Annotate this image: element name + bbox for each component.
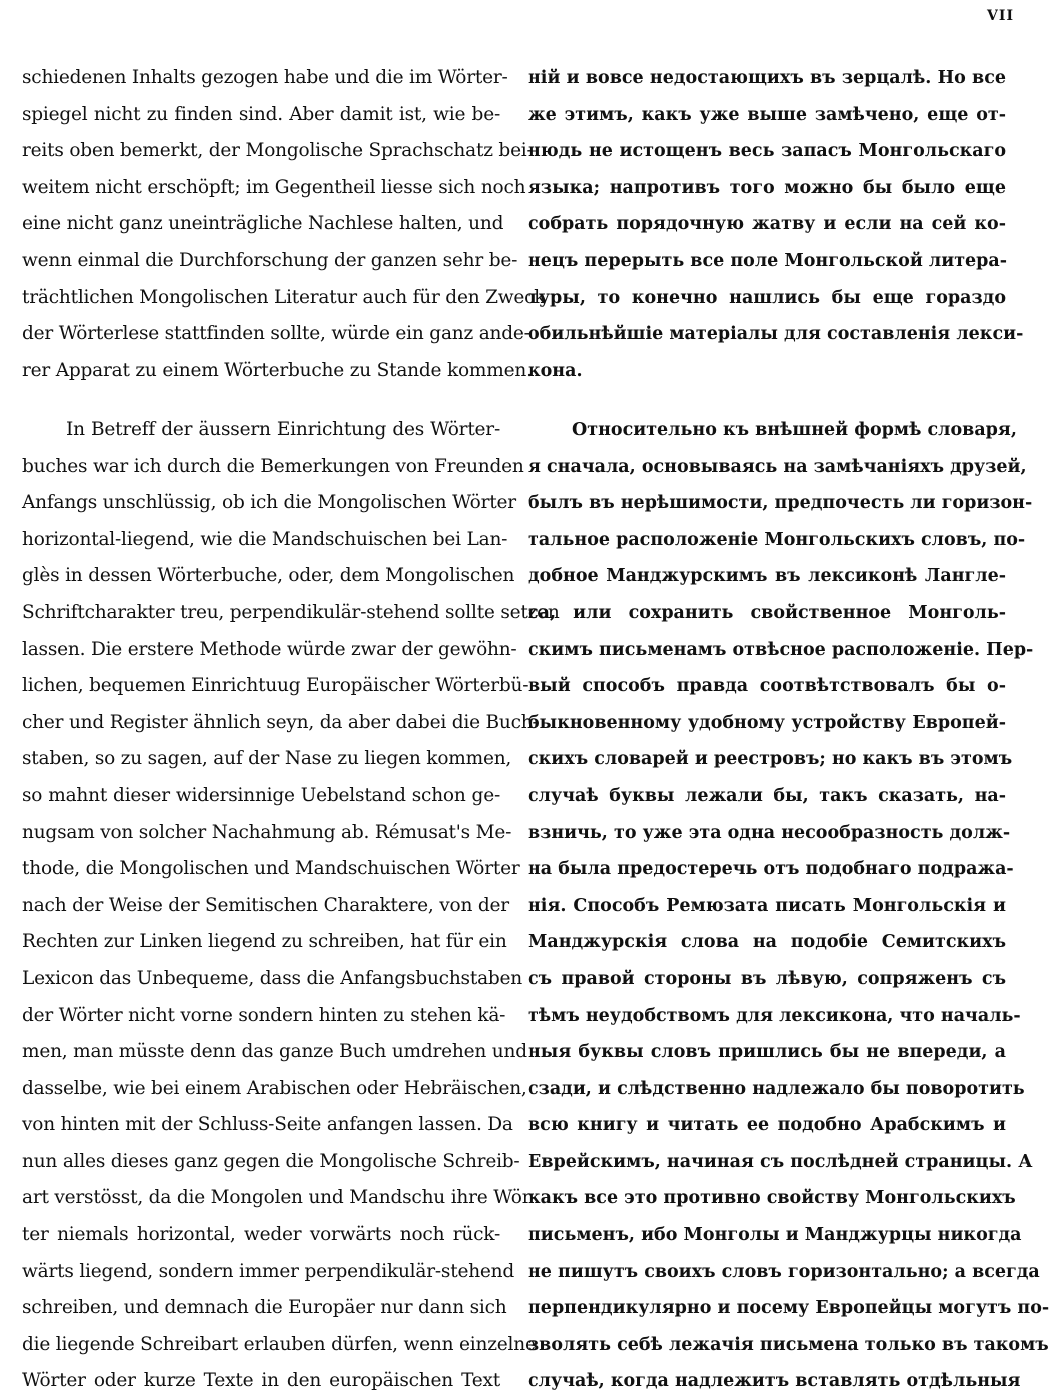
text-line: собрать порядочную жатву и если на сей ко- [528, 214, 1006, 235]
text-line: быкновенному удобному устройству Европей- [528, 712, 1006, 733]
text-line: письменъ, ибо Монголы и Манджурцы никогда [528, 1225, 1022, 1246]
text-line: скихъ словарей и реестровъ; но какъ въ этомъ [528, 749, 1013, 770]
text-line: обильнѣйшіе матеріалы для составленія лекси- [528, 324, 1024, 345]
text-line: art verstösst, da die Mongolen und Mandschu ihre Wör- [22, 1187, 537, 1209]
text-line: Относительно къ внѣшней формѣ словаря, [572, 420, 1017, 440]
text-line: trächtlichen Mongolischen Literatur auch für den Zweck [22, 286, 546, 308]
text-line: cher und Register ähnlich seyn, da aber dabei die Buch- [22, 711, 539, 733]
text-line: so mahnt dieser widersinnige Uebelstand schon ge- [22, 784, 500, 806]
text-line: кона. [528, 360, 583, 381]
text-line: зволять себѣ лежачія письмена только въ такомъ [528, 1334, 1049, 1355]
text-line: lassen. Die erstere Methode würde zwar der gewöhn- [22, 638, 517, 660]
text-line: Rechten zur Linken liegend zu schreiben, hat für ein [22, 931, 507, 953]
russian-paragraph-1 [528, 60, 1024, 389]
text-line: тѣмъ неудобствомъ для лексикона, что началь- [528, 1005, 1021, 1026]
page-number: VII [987, 8, 1014, 24]
text-line: тальное расположеніе Монгольскихъ словъ, по- [528, 529, 1026, 550]
text-line: языка; напротивъ того можно бы было еще [528, 177, 1006, 198]
text-line: взничь, то уже эта одна несообразность долж- [528, 822, 1011, 843]
german-paragraph-2 [22, 412, 560, 1400]
text-line: Schriftcharakter treu, perpendikulär-stehend sollte setzen [22, 601, 560, 623]
text-line: schreiben, und demnach die Europäer nur dann sich [22, 1297, 507, 1319]
text-line: всю книгу и читать ее подобно Арабскимъ и [528, 1115, 1006, 1136]
text-line: nun alles dieses ganz gegen die Mongolische Schreib- [22, 1150, 520, 1172]
text-line: былъ въ нерѣшимости, предпочесть ли горизон- [528, 493, 1033, 514]
text-line: reits oben bemerkt, der Mongolische Sprachschatz bei- [22, 140, 533, 162]
russian-paragraph-2 [528, 412, 1049, 1400]
text-line: horizontal-liegend, wie die Mandschuischen bei Lan- [22, 528, 508, 550]
text-line: не пишутъ своихъ словъ горизонтально; а всегда [528, 1261, 1040, 1282]
text-line: нецъ перерыть все поле Монгольской литера- [528, 250, 1008, 271]
text-line: men, man müsste denn das ganze Buch umdrehen und [22, 1041, 527, 1063]
text-line: Anfangs unschlüssig, ob ich die Mongolischen Wörter [22, 492, 516, 514]
text-line: скимъ письменамъ отвѣсное расположеніе. Пер- [528, 639, 1034, 660]
text-line: ныя буквы словъ пришлись бы не впереди, а [528, 1042, 1006, 1063]
text-line: glès in dessen Wörterbuche, oder, dem Mongolischen [22, 565, 515, 587]
text-line: нія. Способъ Ремюзата писать Монгольскія и [528, 895, 1006, 916]
text-line: der Wörterlese stattfinden sollte, würde ein ganz ande- [22, 323, 530, 345]
text-line: nugsam von solcher Nachahmung ab. Rémusat's Me- [22, 821, 512, 843]
text-line: die liegende Schreibart erlauben dürfen, wenn einzelne [22, 1333, 536, 1355]
text-line: spiegel nicht zu finden sind. Aber damit ist, wie be- [22, 103, 500, 125]
text-line: von hinten mit der Schluss-Seite anfangen lassen. Da [22, 1114, 513, 1136]
text-line: lichen, bequemen Einrichtuug Europäischer Wörterbü- [22, 675, 529, 697]
text-line: schiedenen Inhalts gezogen habe und die im Wörter- [22, 67, 508, 88]
text-line: staben, so zu sagen, auf der Nase zu liegen kommen, [22, 748, 512, 770]
text-line: какъ все это противно свойству Монгольскихъ [528, 1188, 1016, 1209]
text-line: thode, die Mongolischen und Mandschuischen Wörter [22, 858, 520, 880]
text-line: сзади, и слѣдственно надлежало бы поворотить [528, 1078, 1025, 1099]
text-line: Еврейскимъ, начиная съ послѣдней страницы. А [528, 1151, 1033, 1172]
text-line: rer Apparat zu einem Wörterbuche zu Stande kommen. [22, 359, 532, 381]
text-line: In Betreff der äussern Einrichtung des Wörter- [66, 419, 500, 440]
text-line: dasselbe, wie bei einem Arabischen oder Hebräischen, [22, 1077, 527, 1099]
text-line: случаѣ, когда надлежитъ вставлять отдѣльныя [528, 1371, 1021, 1392]
text-line: wenn einmal die Durchforschung der ganzen sehr be- [22, 249, 518, 271]
text-line: я сначала, основываясь на замѣчаніяхъ друзей, [528, 456, 1027, 477]
text-line: вый способъ правда соотвѣтствовалъ бы о- [528, 676, 1006, 697]
text-line: нюдь не истощенъ весь запасъ Монгольскаго [528, 141, 1006, 162]
text-line: nach der Weise der Semitischen Charaktere, von der [22, 894, 509, 916]
text-line: съ правой стороны въ лѣвую, сопряженъ съ [528, 968, 1006, 989]
text-line: случаѣ буквы лежали бы, такъ сказать, на- [528, 785, 1006, 806]
text-line: Lexicon das Unbequeme, dass die Anfangsbuchstaben [22, 967, 523, 989]
text-line: Wörter oder kurze Texte in den europäischen Text [22, 1370, 500, 1392]
text-line: ter niemals horizontal, weder vorwärts noch rück- [22, 1224, 500, 1246]
text-line: са, или сохранить свойственное Монголь- [528, 602, 1006, 623]
text-line: Манджурскія слова на подобіе Семитскихъ [528, 932, 1006, 953]
text-line: ній и вовсе недостающихъ въ зерцалѣ. Но все [528, 68, 1006, 88]
text-line: перпендикулярно и посему Европейцы могутъ по- [528, 1298, 1049, 1319]
text-line: wärts liegend, sondern immer perpendikulär-stehend [22, 1260, 515, 1282]
text-line: же этимъ, какъ уже выше замѣчено, еще от- [528, 104, 1006, 125]
text-line: weitem nicht erschöpft; im Gegentheil liesse sich noch [22, 176, 526, 198]
text-line: на была предостеречь отъ подобнаго подража- [528, 859, 1014, 880]
text-line: добное Манджурскимъ въ лексиконѣ Ланглe- [528, 566, 1006, 587]
text-line: buches war ich durch die Bemerkungen von Freunden [22, 455, 524, 477]
text-line: eine nicht ganz uneinträgliche Nachlese halten, und [22, 213, 504, 235]
text-line: туры, то конечно нашлись бы еще гораздо [528, 287, 1006, 308]
german-paragraph-1 [22, 60, 546, 389]
text-line: der Wörter nicht vorne sondern hinten zu stehen kä- [22, 1004, 506, 1026]
